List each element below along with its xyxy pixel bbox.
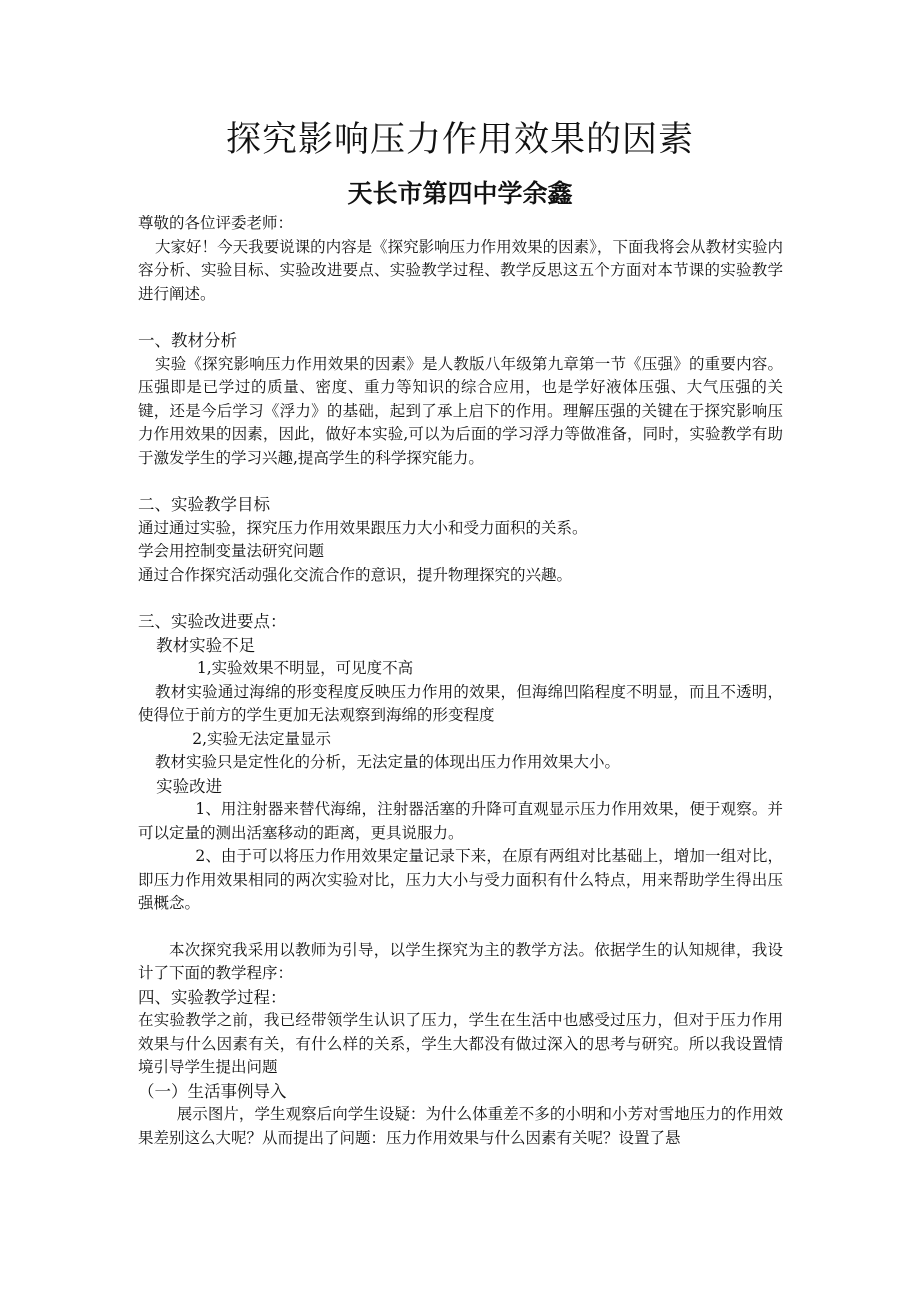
section-3-sub-2: 实验改进 xyxy=(156,776,223,796)
point-2-text: 教材实验只是定性化的分析，无法定量的体现出压力作用效果大小。 xyxy=(155,753,621,771)
point-2-title: 2,实验无法定量显示 xyxy=(192,729,332,748)
improvement-1: 1、用注射器来替代海绵，注射器活塞的升降可直观显示压力作用效果，便于观察。并可以定量的测出活塞移动的距离，更具说服力。 xyxy=(138,800,783,842)
point-1-text: 教材实验通过海绵的形变程度反映压力作用的效果，但海绵凹陷程度不明显，而且不透明，使得位于前方的学生更加无法观察到海绵的形变程度 xyxy=(138,682,783,724)
section-1-text: 实验《探究影响压力作用效果的因素》是人教版八年级第九章第一节《压强》的重要内容。压强即是已学过的质量、密度、重力等知识的综合应用，也是学好液体压强、大气压强的关键，还是今后学习《浮力》的基础，起到了承上启下的作用。理解压强的关键在于探究影响压力作用效果的因素，因此，做好本实验,可以为后面的学习浮力等做准备，同时，实验教学有助于激发学生的学习兴趣,提高学生的科学探究能力。 xyxy=(138,354,783,467)
section-1-heading: 一、教材分析 xyxy=(138,331,237,350)
section-3-sub-1: 教材实验不足 xyxy=(156,635,256,655)
document-author: 天长市第四中学余鑫 xyxy=(347,179,573,208)
section-4-sub-1-text: 展示图片，学生观察后向学生设疑：为什么体重差不多的小明和小芳对雪地压力的作用效果差别这么大呢？从而提出了问题：压力作用效果与什么因素有关呢？设置了悬 xyxy=(138,1105,783,1147)
greeting: 尊敬的各位评委老师： xyxy=(138,214,294,232)
section-4-text: 在实验教学之前，我已经带领学生认识了压力，学生在生活中也感受过压力，但对于压力作用效果与什么因素有关，有什么样的关系，学生大都没有做过深入的思考与研究。所以我设置情境引导学生提出问题 xyxy=(138,1011,783,1076)
section-2-heading: 二、实验教学目标 xyxy=(138,495,270,514)
section-3-heading: 三、实验改进要点： xyxy=(138,612,287,631)
section-4-heading: 四、实验教学过程： xyxy=(138,987,287,1007)
method-paragraph: 本次探究我采用以教师为引导，以学生探究为主的教学方法。依据学生的认知规律，我设计了下面的教学程序： xyxy=(138,940,783,982)
document-body xyxy=(138,212,783,1150)
improvement-2: 2、由于可以将压力作用效果定量记录下来，在原有两组对比基础上，增加一组对比，即压力作用效果相同的两次实验对比，压力大小与受力面积有什么特点，用来帮助学生得出压强概念。 xyxy=(138,847,783,912)
section-2-item: 通过合作探究活动强化交流合作的意识，提升物理探究的兴趣。 xyxy=(138,565,573,584)
section-4-sub-1: （一）生活事例导入 xyxy=(138,1081,287,1101)
section-2-item: 学会用控制变量法研究问题 xyxy=(138,542,325,560)
intro-paragraph: 大家好！今天我要说课的内容是《探究影响压力作用效果的因素》，下面我将会从教材实验内容分析、实验目标、实验改进要点、实验教学过程、教学反思这五个方面对本节课的实验教学进行阐述。 xyxy=(138,237,783,303)
point-1-title: 1,实验效果不明显，可见度不高 xyxy=(196,659,414,677)
document-title: 探究影响压力作用效果的因素 xyxy=(225,120,694,160)
section-2-item: 通过通过实验，探究压力作用效果跟压力大小和受力面积的关系。 xyxy=(138,518,588,537)
